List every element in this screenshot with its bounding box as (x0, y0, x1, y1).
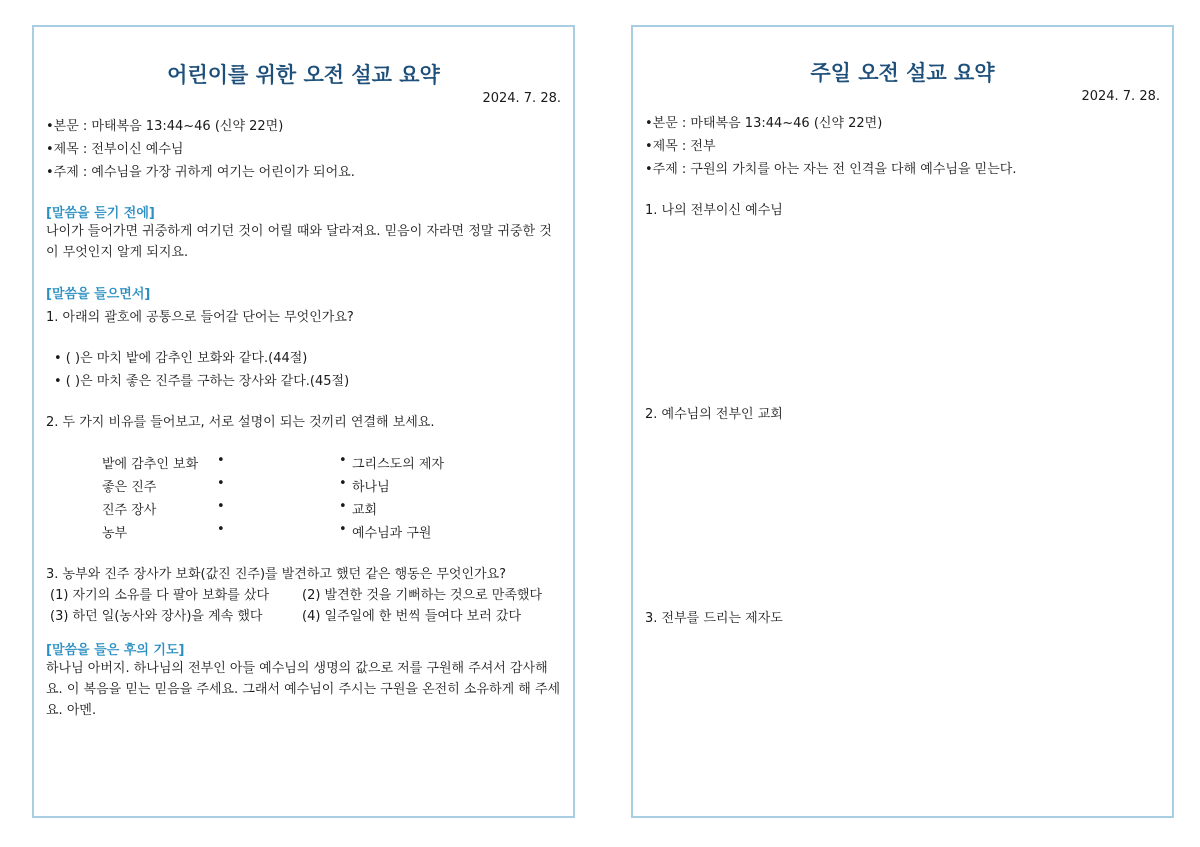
sermon-date: 2024. 7. 28. (482, 91, 561, 106)
match-right-item: 예수님과 구원 (352, 526, 432, 541)
match-dot-right[interactable]: • (339, 476, 347, 491)
section-body-before: 나이가 들어가면 귀중하게 여기던 것이 어릴 때와 달라져요. 믿음이 자라면 정말 귀중한 것이 무엇인지 알게 되지요. (46, 224, 552, 260)
match-right-item: 하나님 (352, 480, 390, 495)
question-2: 2. 두 가지 비유를 들어보고, 서로 설명이 되는 것끼리 연결해 보세요. (46, 415, 435, 430)
question-3: 3. 농부와 진주 장사가 보화(값진 진주)를 발견하고 했던 같은 행동은 무엇인가요? (46, 567, 507, 582)
answer-option[interactable]: (4) 일주일에 한 번씩 들여다 보러 갔다 (302, 609, 522, 624)
sermon-subject-line: •제목 : 전부이신 예수님 (46, 142, 184, 157)
sermon-subject-line: •제목 : 전부 (645, 139, 716, 154)
section-heading-before: [말씀을 듣기 전에] (46, 206, 155, 221)
fill-in-item: • ( )은 마치 좋은 진주를 구하는 장사와 같다.(45절) (54, 374, 350, 389)
page-title: 어린이를 위한 오전 설교 요약 (167, 63, 440, 87)
section-heading-while: [말씀을 들으면서] (46, 287, 151, 302)
match-dot-right[interactable]: • (339, 499, 347, 514)
children-sermon-page (32, 25, 575, 818)
match-left-item: 진주 장사 (102, 503, 157, 518)
sermon-theme-line: •주제 : 구원의 가치를 아는 자는 전 인격을 다해 예수님을 믿는다. (645, 162, 1017, 177)
scripture-line: •본문 : 마태복음 13:44~46 (신약 22면) (46, 119, 284, 134)
match-dot-left[interactable]: • (217, 476, 225, 491)
page-title: 주일 오전 설교 요약 (810, 61, 995, 85)
sermon-date: 2024. 7. 28. (1081, 89, 1160, 104)
answer-option[interactable]: (1) 자기의 소유를 다 팔아 보화를 샀다 (50, 588, 270, 603)
match-right-item: 교회 (352, 503, 378, 518)
match-left-item: 좋은 진주 (102, 480, 157, 495)
match-right-item: 그리스도의 제자 (352, 457, 445, 472)
sermon-point-3: 3. 전부를 드리는 제자도 (645, 611, 783, 626)
sermon-theme-line: •주제 : 예수님을 가장 귀하게 여기는 어린이가 되어요. (46, 165, 355, 180)
match-left-item: 밭에 감추인 보화 (102, 457, 199, 472)
match-dot-left[interactable]: • (217, 453, 225, 468)
sermon-point-1: 1. 나의 전부이신 예수님 (645, 203, 783, 218)
match-dot-left[interactable]: • (217, 499, 225, 514)
match-dot-left[interactable]: • (217, 522, 225, 537)
match-dot-right[interactable]: • (339, 522, 347, 537)
scripture-line: •본문 : 마태복음 13:44~46 (신약 22면) (645, 116, 883, 131)
match-dot-right[interactable]: • (339, 453, 347, 468)
question-1: 1. 아래의 괄호에 공통으로 들어갈 단어는 무엇인가요? (46, 310, 354, 325)
sermon-point-2: 2. 예수님의 전부인 교회 (645, 407, 783, 422)
answer-option[interactable]: (3) 하던 일(농사와 장사)을 계속 했다 (50, 609, 263, 624)
answer-option[interactable]: (2) 발견한 것을 기뻐하는 것으로 만족했다 (302, 588, 543, 603)
match-left-item: 농부 (102, 526, 128, 541)
section-heading-after: [말씀을 들은 후의 기도] (46, 643, 185, 658)
fill-in-item: • ( )은 마치 밭에 감추인 보화와 같다.(44절) (54, 351, 308, 366)
sunday-sermon-page (631, 25, 1174, 818)
closing-prayer: 하나님 아버지. 하나님의 전부인 아들 예수님의 생명의 값으로 저를 구원해 주셔서 감사해요. 이 복음을 믿는 믿음을 주세요. 그래서 예수님이 주시는 구원을 온전히 소유하게 해 주세요. 아멘. (46, 661, 561, 718)
